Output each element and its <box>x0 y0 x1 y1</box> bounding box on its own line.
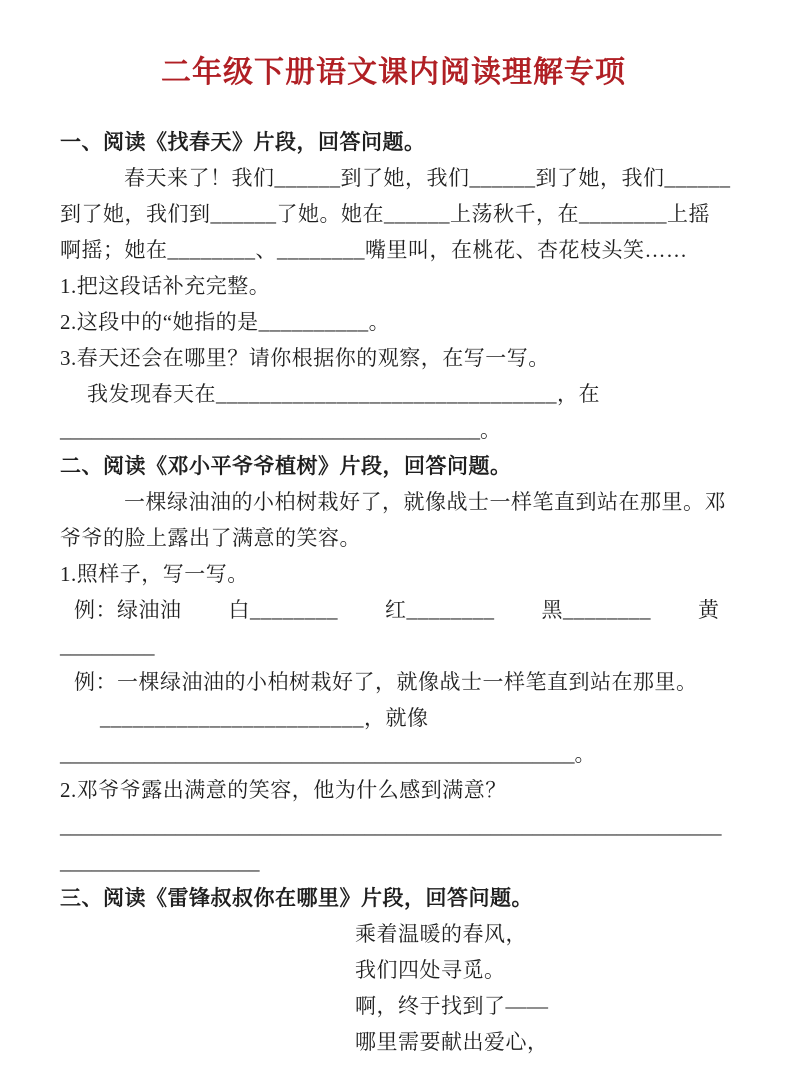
section3-poem-line3: 啊，终于找到了—— <box>355 994 549 1018</box>
section1-answer-line1: 我发现春天在_______________________________，在 <box>87 382 600 406</box>
section1-answer-line2: ________________________________________。 <box>60 418 501 442</box>
section2-example2-answer-line1: ________________________，就像 <box>100 706 429 730</box>
example1-item-yellow: 黄 <box>698 598 720 622</box>
section2-answer-line1: _______________________________________________________________ <box>60 814 722 838</box>
section2-passage-line2: 爷爷的脸上露出了满意的笑容。 <box>60 526 361 550</box>
section2-example1-row <box>60 592 727 628</box>
page-title: 二年级下册语文课内阅读理解专项 <box>161 56 626 89</box>
section3-poem-line2: 我们四处寻觅。 <box>355 958 506 982</box>
example1-item-white: 白________ <box>228 598 338 622</box>
section1-passage-line1: 春天来了！我们______到了她，我们______到了她，我们______ <box>124 166 731 190</box>
section2-example2-answer-line2: _________________________________________________。 <box>60 742 596 766</box>
example1-label: 例：绿油油 <box>74 598 182 622</box>
section2-question2: 2.邓爷爷露出满意的笑容，他为什么感到满意？ <box>60 778 507 802</box>
section2-example1-overflow-blank: _________ <box>60 634 155 658</box>
section1-question2: 2.这段中的“她指的是__________。 <box>60 310 391 334</box>
example1-item-black: 黑________ <box>541 598 651 622</box>
section3-heading: 三、阅读《雷锋叔叔你在哪里》片段，回答问题。 <box>60 886 533 910</box>
example1-item-red: 红________ <box>385 598 495 622</box>
section2-passage-line1: 一棵绿油油的小柏树栽好了，就像战士一样笔直到站在那里。邓 <box>124 490 726 514</box>
section3-poem-line1: 乘着温暖的春风， <box>355 922 527 946</box>
section2-answer-line2: ___________________ <box>60 850 260 874</box>
section3-poem-line4: 哪里需要献出爱心， <box>355 1030 549 1054</box>
section1-question1: 1.把这段话补充完整。 <box>60 274 271 298</box>
section2-question1: 1.照样子，写一写。 <box>60 562 249 586</box>
section1-heading: 一、阅读《找春天》片段，回答问题。 <box>60 130 426 154</box>
section2-heading: 二、阅读《邓小平爷爷植树》片段，回答问题。 <box>60 454 512 478</box>
section1-passage-line3: 啊摇；她在________、________嘴里叫，在桃花、杏花枝头笑…… <box>60 238 688 262</box>
section1-passage-line2: 到了她，我们到______了她。她在______上荡秋千，在________上摇 <box>60 202 710 226</box>
section1-question3: 3.春天还会在哪里？请你根据你的观察，在写一写。 <box>60 346 550 370</box>
section2-example2-text: 例：一棵绿油油的小柏树栽好了，就像战士一样笔直到站在那里。 <box>74 670 698 694</box>
